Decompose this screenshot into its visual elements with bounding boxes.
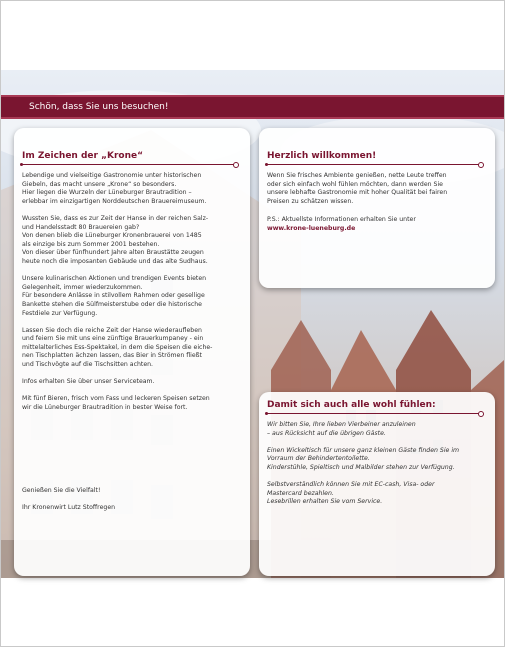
right-top-card-divider xyxy=(267,164,479,165)
left-card-divider xyxy=(22,164,234,165)
welcome-banner xyxy=(1,95,504,119)
closing-signature: Ihr Kronenwirt Lutz Stoffregen xyxy=(22,504,116,512)
right-top-card-title: Herzlich willkommen! xyxy=(267,151,377,161)
notes-paragraph: Wir bitten Sie, Ihre lieben Vierbeiner anzuleinen – aus Rücksicht auf die übrigen Gäste. xyxy=(267,421,416,437)
right-welcome-card xyxy=(259,128,495,288)
right-top-card-body xyxy=(267,172,492,242)
left-card-paragraph: Lebendige und vielseitige Gastronomie unter historischen Giebeln, das macht unsere „Krone“ so besonders. Hier liegen die Wurzeln der Lüneburger Brautradition – erlebbar im einzigartigen Norddeutschen Brauereimuseum. xyxy=(22,172,207,205)
left-card-paragraph: Infos erhalten Sie über unser Serviceteam. xyxy=(22,378,155,386)
right-bottom-card-title: Damit sich auch alle wohl fühlen: xyxy=(267,400,436,410)
right-bottom-card-body xyxy=(267,421,492,516)
left-card-paragraph: Unsere kulinarischen Aktionen und trendigen Events bieten Gelegenheit, immer wiederzukommen. Für besondere Anlässe in stilvollem Rahmen oder gesellige Bankette stehen die Sülfmeisterstube oder die historische Festdiele zur Verfügung. xyxy=(22,275,207,317)
left-card-paragraph: Mit fünf Bieren, frisch vom Fass und leckeren Speisen setzen wir die Lüneburger Brautradition in bester Weise fort. xyxy=(22,395,210,412)
ps-note: P.S.: Aktuellste Informationen erhalten Sie unter xyxy=(267,216,416,224)
right-bottom-card-divider xyxy=(267,413,479,414)
website-link[interactable]: www.krone-lueneburg.de xyxy=(267,224,356,232)
banner-text: Schön, dass Sie uns besuchen! xyxy=(29,102,169,112)
right-notes-card xyxy=(259,392,495,576)
notes-paragraph: Einen Wickeltisch für unsere ganz kleinen Gäste finden Sie im Vorraum der Behindertentoilette. Kinderstühle, Spieltisch und Malbilder stehen zur Verfügung. xyxy=(267,446,460,471)
left-card-title: Im Zeichen der „Krone“ xyxy=(22,151,144,161)
closing-greeting: Genießen Sie die Vielfalt! xyxy=(22,487,101,494)
left-info-card xyxy=(14,128,250,576)
left-card-body xyxy=(22,172,247,421)
left-card-paragraph: Lassen Sie doch die reiche Zeit der Hanse wiederaufleben und feiern Sie mit uns eine zünftige Brauerkumpaney - ein mittelalterliches Ess-Spektakel, in dem die Speisen die eiche- nen Tischplatten ächzen lassen, das Bier in Strömen fließt und Tischvögte auf die Tischsitten achten. xyxy=(22,326,213,369)
notes-paragraph: Selbstverständlich können Sie mit EC-cash, Visa- oder Mastercard bezahlen. Lesebrillen erhalten Sie vom Service. xyxy=(267,481,435,506)
welcome-text: Wenn Sie frisches Ambiente genießen, nette Leute treffen oder sich einfach wohl fühlen möchten, dann werden Sie unsere lebhafte Gastronomie mit hoher Qualität bei fairen Preisen zu schätzen wissen. xyxy=(267,172,448,205)
left-card-closing xyxy=(22,487,247,521)
left-card-paragraph: Wussten Sie, dass es zur Zeit der Hanse in der reichen Salz- und Handelsstadt 80 Brauereien gab? Von denen blieb die Lüneburger Kronenbrauerei von 1485 als einzige bis zum Sommer 2001 bestehen. Von dieser über fünfhundert Jahre alten Braustätte zeugen heute noch die imposanten Gebäude und das alte Sudhaus. xyxy=(22,214,209,265)
